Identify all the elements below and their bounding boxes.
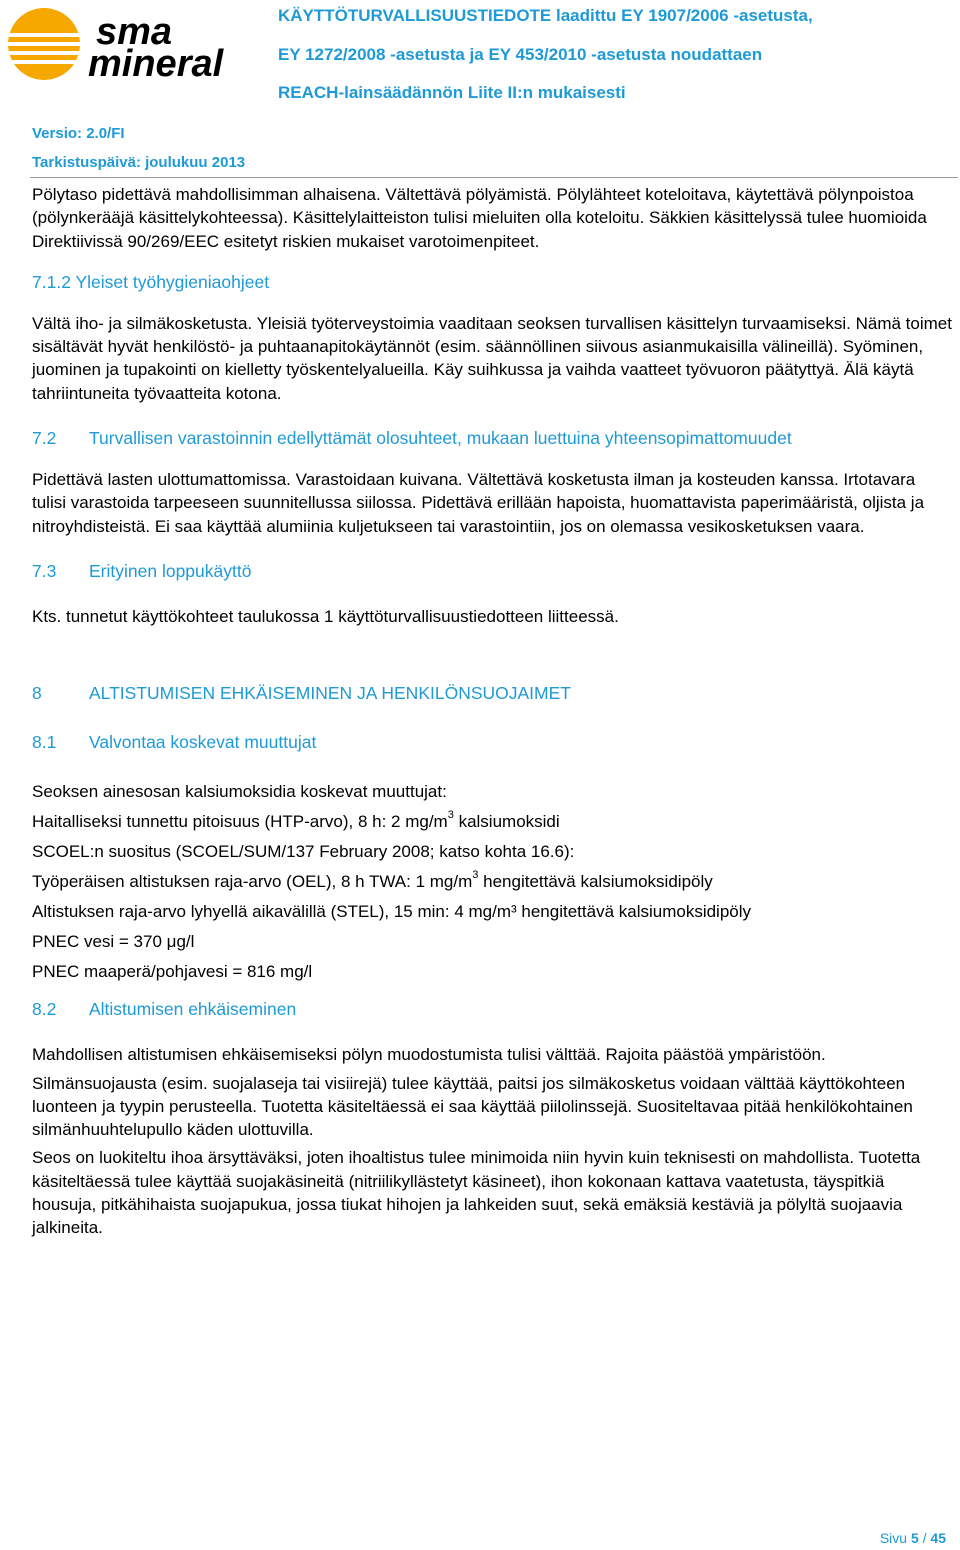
exposure-line: PNEC maaperä/pohjavesi = 816 mg/l	[32, 962, 313, 982]
paragraph: Pidettävä lasten ulottumattomissa. Varastoidaan kuivana. Vältettävä kosketusta ilman ja kosteuden kanssa. Irtotavara tulisi varastoida tarpeeseen suunnitellussa siilossa. Pidettävä erillään hapoista, huomattavista paperimääristä, oljista ja nitroyhdisteistä. Ei saa käyttää alumiinia kuljetukseen tai varastointiin, jos on olemassa vesikosketuksen vaara.	[32, 470, 925, 536]
exposure-line: Työperäisen altistuksen raja-arvo (OEL), 8 h TWA: 1 $mg/m^3$ hengitettävä kalsiumoksidipöly	[32, 869, 713, 892]
exposure-line: Seoksen ainesosan kalsiumoksidia koskevat muuttujat:	[32, 782, 447, 802]
page-number: Sivu 5 / 45	[879, 1530, 946, 1546]
document-meta	[32, 125, 245, 183]
header-divider	[30, 177, 958, 178]
paragraph: Vältä iho- ja silmäkosketusta. Yleisiä työterveystoimia vaaditaan seoksen turvallisen käsittelyn turvaamiseksi. Nämä toimet sisältävät hyvät henkilöstö- ja puhtaanapitokäytännöt (esim. säännöllinen siivous asianmukaisilla välineillä). Syöminen, juominen ja tupakointi on kielletty työskentelyalueilla. Käy suihkussa ja vaihda vaatteet työvuoron päätyttyä. Älä käytä tahriintuneita työvaatteita kotona.	[32, 313, 952, 403]
page-content	[32, 183, 952, 1240]
svg-text:sma: sma	[96, 11, 173, 53]
exposure-line: PNEC vesi = 370 μg/l	[32, 932, 195, 952]
section-heading: 7.2 Turvallisen varastoinnin edellyttämät olosuhteet, mukaan luettuina yhteensopimattomuudet	[32, 428, 792, 449]
title-line: KÄYTTÖTURVALLISUUSTIEDOTE laadittu EY 1907/2006 -asetusta,	[278, 6, 813, 25]
paragraph: Silmänsuojausta (esim. suojalaseja tai visiirejä) tulee käyttää, paitsi jos silmäkosketus voidaan välttää käyttökohteen luonteen ja tyypin perusteella. Tuotetta käsiteltäessä ei saa käyttää piilolinssejä. Suositeltavaa pitää henkilökohtainen silmänhuuhtelupullo käden ulottuvilla.	[32, 1073, 913, 1140]
chapter-heading: 8 ALTISTUMISEN EHKÄISEMINEN JA HENKILÖNSUOJAIMET	[32, 683, 571, 704]
section-heading: 8.1 Valvontaa koskevat muuttujat	[32, 732, 317, 753]
paragraph: Pölytaso pidettävä mahdollisimman alhaisena. Vältettävä pölyämistä. Pölylähteet koteloitava, käytettävä pölynpoistoa (pölynkerääjä käsittelykohteessa). Käsittelylaitteiston tulisi mieluiten olla koteloitu. Säkkien käsittelyssä tulee huomioida Direktiivissä 90/269/EEC esitetyt riskien mukaiset varotoimenpiteet.	[32, 185, 927, 251]
section-heading: 8.2 Altistumisen ehkäiseminen	[32, 999, 297, 1020]
section-heading: 7.3 Erityinen loppukäyttö	[32, 560, 252, 581]
revision-date: Tarkistuspäivä: joulukuu 2013	[32, 154, 246, 171]
exposure-line: Haitalliseksi tunnettu pitoisuus (HTP-arvo), 8 h: 2 $mg/m^3$ kalsiumoksidi	[32, 809, 560, 832]
paragraph: Mahdollisen altistumisen ehkäisemiseksi pölyn muodostumista tulisi välttää. Rajoita päästöä ympäristöön.	[32, 1045, 826, 1065]
title-line: REACH-lainsäädännön Liite II:n mukaisesti	[278, 83, 626, 102]
paragraph: Seos on luokiteltu ihoa ärsyttäväksi, joten ihoaltistus tulee minimoida niin hyvin kuin teknisesti on mahdollista. Tuotetta käsiteltäessä tulee käyttää suojakäsineitä (nitriilikyllästetyt käsineet), ihon kokonaan kattava vaatetusta, täyspitkiä housuja, pitkähihaista suojapukua, jossa tiukat hihojen ja lahkeiden suut, sekä emäksiä kestäviä ja pölyltä suojaavia jalkineita.	[32, 1148, 921, 1238]
exposure-line: SCOEL:n suositus (SCOEL/SUM/137 February 2008; katso kohta 16.6):	[32, 842, 575, 862]
logo-mark-icon	[6, 6, 86, 86]
paragraph: Kts. tunnetut käyttökohteet taulukossa 1 käyttöturvallisuustiedotteen liitteessä.	[32, 606, 619, 626]
company-logo	[6, 6, 268, 86]
section-heading: 7.1.2 Yleiset työhygieniaohjeet	[32, 271, 270, 292]
version-label: Versio: 2.0/FI	[32, 125, 125, 142]
svg-text:mineral: mineral	[88, 43, 224, 85]
exposure-line: Altistuksen raja-arvo lyhyellä aikavälillä (STEL), 15 min: 4 mg/m³ hengitettävä kalsiumoksidipöly	[32, 902, 752, 922]
title-line: EY 1272/2008 -asetusta ja EY 453/2010 -asetusta noudattaen	[278, 44, 763, 64]
document-title	[278, 6, 958, 122]
